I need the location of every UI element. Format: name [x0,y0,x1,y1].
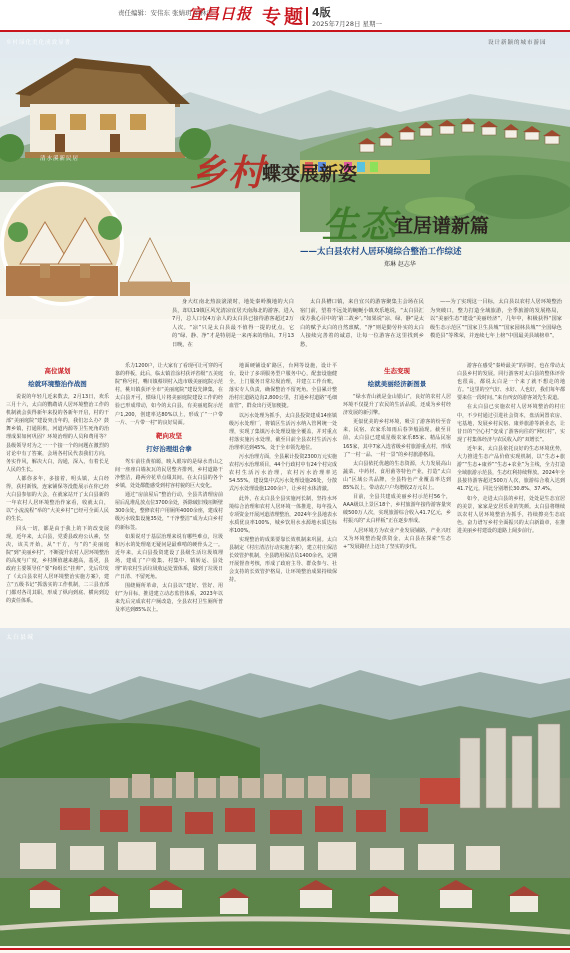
editor-credits: 责任编辑：安伟东 张婧玥 刘林忠 [118,9,214,17]
caption-town: 太白县城 [6,634,35,641]
body-col-4 [343,362,451,624]
paragraph: 通过“房前屋后”整治行动，全县共清理房前屋后乱堆乱放点位3700余处，拆除破旧残垣断壁300余处，整修农村户用厕所4000余座，建成村级污水收集设施35处，“干净整洁”成为太白乡村的新标签。 [115,492,223,531]
paragraph: 人居环境方为农业产业发展铺路，产业兴旺又为环境整治提供资金，太白县在探索“生态+”发展路径上迈出了坚实的步伐。 [343,527,451,550]
paper-logo: 宜昌日报 [188,5,253,23]
headline-part1-big: 乡村 [190,152,267,194]
caption-park: 设计新颖的城市游园 [488,40,547,46]
paragraph: 回头一切，都是由于我上的下的改变展现，近年来，太白县，党委县政府公认素，坚决，该关开始，从“干方，与”的“美丽庭院”到“美丽乡村”，不断提升农村人居环境整治的高度与广度，乡村颜值越来越高，基更，县政府主要领导任“要”和组长“挂帅”，先后印发了《太白县农村人居环境整治实施方案》，建立“五级书记”抓落实的工作机制，二三县直部门都对各司其职，形成了纵向到底、横向到边的责任体系。 [6,525,109,605]
headline-part2-small: 宜居谱新篇 [394,215,490,237]
paragraph: 游客在感受“秦岭最美”的同时，也在带动太白县乡村的发展。同行游客对太白县的整体评价也很高，都说太白是一个来了就不想走的地方。“这里的空气好、水好、人也好，我们每年都要来住一段时间。”来自西安的游客刘先生说道。 [457,363,565,402]
body-col-2 [115,362,223,624]
paragraph: 更似优美的乡村环境，吸引了游客的纷至沓来，民宿、农家乐如雨后春笋般涌现。截至目前，太白县已建成星级农家乐85家、精品民宿165家，其中7家入选省级乡村旅游重点村，形成了“一村一品、一村一景”的乡村旅游格局。 [343,419,451,458]
paragraph: 在太白县已实施农村人居环境整治的村庄中，不少村通过引进社会资本，盘活闲置农房、宅基地，发展乡村民宿、康养旅游等新业态，让昔日的“空心村”变成了游客向往的“网红村”，实现了村集体经济与农民收入的“双增长”。 [457,404,565,443]
headline-part2-big: 生态 [322,204,399,246]
paragraph: 污水治理方面，全县累计投资2300万元实施农村污水治理项目，44个行政村中有24个村完成农村生活污水治理，农村污水治理率达54.55%，建设集中式污水处理设施26处，分散式污水处理设施1200余户，让乡村水体清澈。 [229,454,337,493]
section-heading-3: 生态变现 [384,367,410,375]
caption-greening: 乡村绿化美化成效显著 [6,40,72,46]
subheadline: ——太白县农村人居环境综合整治工作综述 [300,247,462,257]
lead-col-2 [300,298,424,368]
section-heading-1: 高位谋划 [44,367,71,375]
section-subheading-3: 绘就美丽经济新图景 [367,380,427,388]
paragraph: 围绕厕所革命，太白县以“建好、管好、用好”为目标，推进建立动态监管体系，2023年以来先后完成农村户厕改造，全县农村卫生厕所普及率达到85%以上。 [115,583,223,614]
body-col-1 [6,362,109,624]
lead-text-2: 太白县槽口镇，来自宜兴的游客聚集主会场在民宿门前，望着不远处的蜿蜒小镇欢乐地说，“太白县汇成方我心目中的‘第二故乡’。”如果说“凉、绿、静”是太白的赋予太白的自然禀赋，“净”则是勤劳朴实的太白人接续完善着的诚意，让每一位游客在这里找到乡愁， [300,299,424,348]
paragraph: 此外，在太白县全县实施河长制，坚持水环境综合治理和农村人居环境一体推进，每年投入专项资金开展河道清理整治，2024年全县地表水水质优良率100%，城乡饮用水水源地水质达标率100%。 [229,495,337,534]
paragraph: 目前，全县共建成美丽乡村示范村56个，AAA级以上景区18个，乡村旅游年接待游客量突破500万人次，实现旅游综合收入41.7亿元，乡村振兴的“太白样板”正在逐步形成。 [343,494,451,525]
masthead-divider [306,7,308,25]
paragraph: 地面硬铺设矿路区，台网等设施，设计平台，设计了多项服务型户服务中心，配套设施健全，上门服务日常垃圾治理，并建立工作台账，落实专人负责，确保整治不留死角。全县累计整治村庄道路边沟2,800公里，打通乡村道路“毛细血管”，群众出行更加便捷。 [229,363,337,410]
section-subheading-2: 打好治理组合拳 [146,444,192,453]
paragraph: 驾车前往黄柏塬，映入眼帘的是绿水青山之间一座座白墙灰瓦的民居整齐排列，乡村道路干净整洁，路两旁花草点缀其间。在太白县的各个乡镇，处处都能感受到村容村貌的巨大变化。 [115,458,223,490]
paragraph: “绿水青山就是金山银山”，良好的农村人居环境不仅提升了农民的生活品质，还成为乡村经济发展的新引擎。 [343,394,451,417]
paragraph: 说说的年轻几近来数去，2月13日，欢乐三月十六，太白的鹦鹉请人居环境整治工作的机制就会获得新年来投的各新年开启，村的干部“美丽庭院”建设突击年的，我们怎么办？鼓舞乡镇，打通阻机，河道内源等卫生死角的治理成果如何巩固？环境治理的人员和费用等？县级领导对为之一一个接一个的问题在激烈的讨论中有了答案，会场各村民代表我们方向，务实作风，解决大白，沟通，深入，有着长足人民的生长。 [6,394,109,473]
paragraph: 乐力1200户，让大家有了看现可让可穿的可靠的样板，此后，临太镇首涂村获评省级“五美庭院”称号村，嘴川镇蔡坝村入选市级美丽庭院示范村，桃川镇获评全市“美丽庭院”建设先锋集，在太白县开可，惯绿几片将美丽庭院建设工作的经验已形成带动，如今的太白县，有美丽庭院示范户1,200，创建率达80%以上，形成了“一户带一片、一片带一村”的良好局面。 [115,363,223,426]
hero-banner [0,32,570,319]
masthead [0,0,570,32]
paragraph: 实现整治的成果要靠长效机制来巩固。太白县制定《村庄清洁行动实施方案》，建立村庄保洁长效管护机制，全县聘用保洁员1400余名，定期开展督查考核，形成了政府主导、群众参与、社会支持的长效管护格局，让环境整治成果持续保持。 [229,536,337,584]
paragraph: 如今，走进太白县的乡村，处处是生态宜居的美景，家家是安居乐业的笑颜。太白县将继续以农村人居环境整治为抓手，持续擦亮生态底色，奋力谱写乡村全面振兴的太白新篇章，在推进美丽乡村建设的道路上阔步前行。 [457,495,565,534]
byline: 郑琳 赵志华 [384,261,416,268]
lead-col-3 [430,298,562,368]
lead-text-1: 身大红南北热浪滚滚时，地处秦岭腹地的大白县，却以19镇区风光清凉宜居天南海北的游客。进入7月，总人口仅4万余人的太白县已接待游客超过2万人次。“凉”只是太白县最不值得一提的优点，它的“绿、静、净”才是特别是一来再来的理由。7月13日晚，在 [172,299,294,348]
page-number: 4版 [312,6,331,19]
town-illustration [0,628,570,946]
section-title: 专题 [262,6,307,28]
headline-part1-small: 蝶变展新姿 [262,163,358,185]
section-heading-2: 靶向攻坚 [156,431,182,440]
lead-text-3: ——为了实现这一目标，太白县以农村人居环境整治为突破口，整力打造全域旅游，全季旅游的发展格局，以“美丽生态”建设“美丽经济”，几年中，积极获得“国家级生态示范区”“国家卫生县城”“国家园林县城”“全国绿色模范县”等殊荣，并连续七年上榜“中国最美县域榜单”。 [430,299,562,340]
town-aerial-photo [0,628,570,946]
caption-houses: 清水溪新民居 [40,156,80,162]
paragraph: 人都你多年，多接着，明头镇，太白经得，获村新钱，连家铺保等没能展示在你已经大白县参加的大会，在就家站开了太白县新的一年农村人居环境整治作家看，收就太白，以“小流流程”举的“大美乡村”已经可全面人民的生长。 [6,475,109,523]
body-col-3 [229,362,337,624]
paragraph: 以污水处理为抓手，太白县投资建成14座镇级污水处理厂，将镇区生活污水纳入管网统一处理，实现了集镇污水处理设施全覆盖，并对重点村落实施污水处理，截至目前全县农村生活污水治理率达到45%，处于全市领先地位。 [229,412,337,451]
paragraph: 如果说对于基层治理来说有哪些难点，垃圾和污水的处理毫无疑问是最难啃的硬骨头之一。近年来，太白县投资建设了县级生活垃圾填埋场，建成了“户收集、村集中、镇转运、县处理”的农村生活垃圾收运处置体系，做到了垃圾日产日清、不留死角。 [115,533,223,581]
section-subheading-1: 绘就环境整治作战图 [28,380,87,388]
lead-col-1 [172,298,294,368]
issue-date: 2025年7月28日 星期一 [312,20,383,28]
paragraph: 太白县依托优越的生态资源，大力发展高山蔬菜、中药材、食用菌等特色产业，打造“太白山”区域公共品牌，全县特色产业覆盖率达到85%以上，带动农户户均增收2万元以上。 [343,460,451,492]
paragraph: 近年来，太白县依托良好的生态环境优势，大力推进生态产品价值实现机制，以“生态+旅游”“生态+康养”“生态+农业”为主线，全力打造全域旅游示范县，生态红利持续释放。2024年全县接待游客超过500万人次，旅游综合收入达到41.7亿元，同比分别增长30.8%、37.4%。 [457,445,565,493]
body-col-5 [457,362,565,624]
bottom-rule [0,948,570,950]
